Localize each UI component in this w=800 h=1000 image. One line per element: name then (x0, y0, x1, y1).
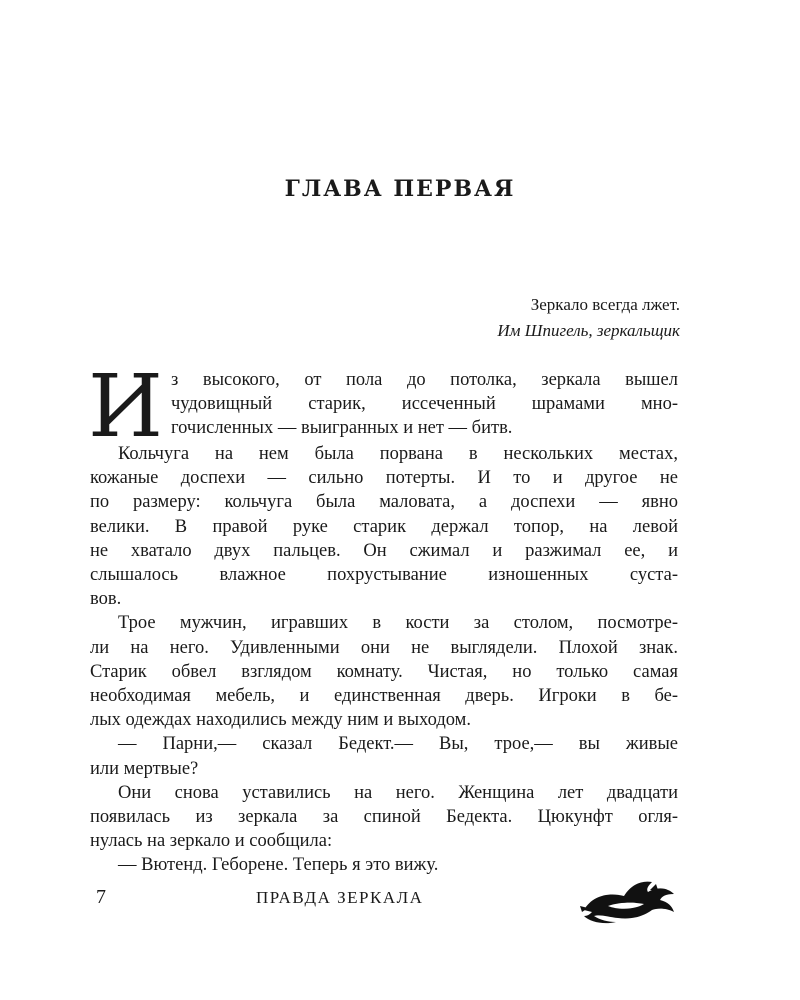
text-line: нулась на зеркало и сообщила: (90, 831, 333, 852)
paragraph (90, 442, 678, 611)
text-line: вов. (90, 589, 122, 610)
text-line: не хватало двух пальцев. Он сжимал и разжимал ее, и (90, 540, 678, 561)
text-line: велики. В правой руке старик держал топор, на левой (90, 516, 678, 537)
epigraph (497, 292, 680, 344)
paragraph (90, 853, 678, 877)
text-line: ли на него. Удивленными они не выглядели. Плохой знак. (90, 637, 678, 658)
text-line: по размеру: кольчуга была маловата, а доспехи — явно (90, 492, 678, 513)
text-line: кожаные доспехи — сильно потерты. И то и другое не (90, 468, 678, 489)
paragraph (90, 781, 678, 854)
text-line: гочисленных — выигранных и нет — битв. (171, 418, 513, 439)
epigraph-quote: Зеркало всегда лжет. (530, 295, 680, 314)
paragraph (90, 611, 678, 732)
text-line: появилась из зеркала за спиной Бедекта. Цюкунфт огля- (90, 807, 678, 828)
text-line: Кольчуга на нем была порвана в нескольких местах, (118, 444, 678, 464)
body-text (88, 357, 678, 878)
running-title: ПРАВДА ЗЕРКАЛА (256, 888, 424, 907)
text-line: чудовищный старик, иссеченный шрамами мно- (171, 394, 678, 415)
page-number: 7 (96, 886, 106, 908)
epigraph-author: Им Шпигель, зеркальщик (497, 321, 680, 340)
text-line: — Парни,— сказал Бедект.— Вы, трое,— вы живые (118, 734, 678, 755)
paragraph (90, 732, 678, 780)
text-line: Они снова уставились на него. Женщина лет двадцати (118, 782, 678, 803)
page-footer (0, 886, 800, 926)
text-line: Старик обвел взглядом комнату. Чистая, но только самая (90, 661, 678, 682)
drop-cap: И (88, 357, 163, 457)
text-line: необходимая мебель, и единственная дверь. Игроки в бе- (90, 686, 678, 707)
chapter-title: ГЛАВА ПЕРВАЯ (284, 176, 516, 202)
text-line: слышалось влажное похрустывание изношенных суста- (90, 565, 678, 586)
text-line: з высокого, от пола до потолка, зеркала вышел (171, 370, 678, 390)
dragon-icon (578, 876, 678, 926)
text-line: — Вютенд. Геборене. Теперь я это вижу. (118, 855, 439, 876)
text-line: лых одеждах находились между ним и выходом. (90, 710, 471, 731)
text-line: Трое мужчин, игравших в кости за столом, посмотре- (118, 613, 678, 634)
text-line: или мертвые? (90, 758, 199, 779)
